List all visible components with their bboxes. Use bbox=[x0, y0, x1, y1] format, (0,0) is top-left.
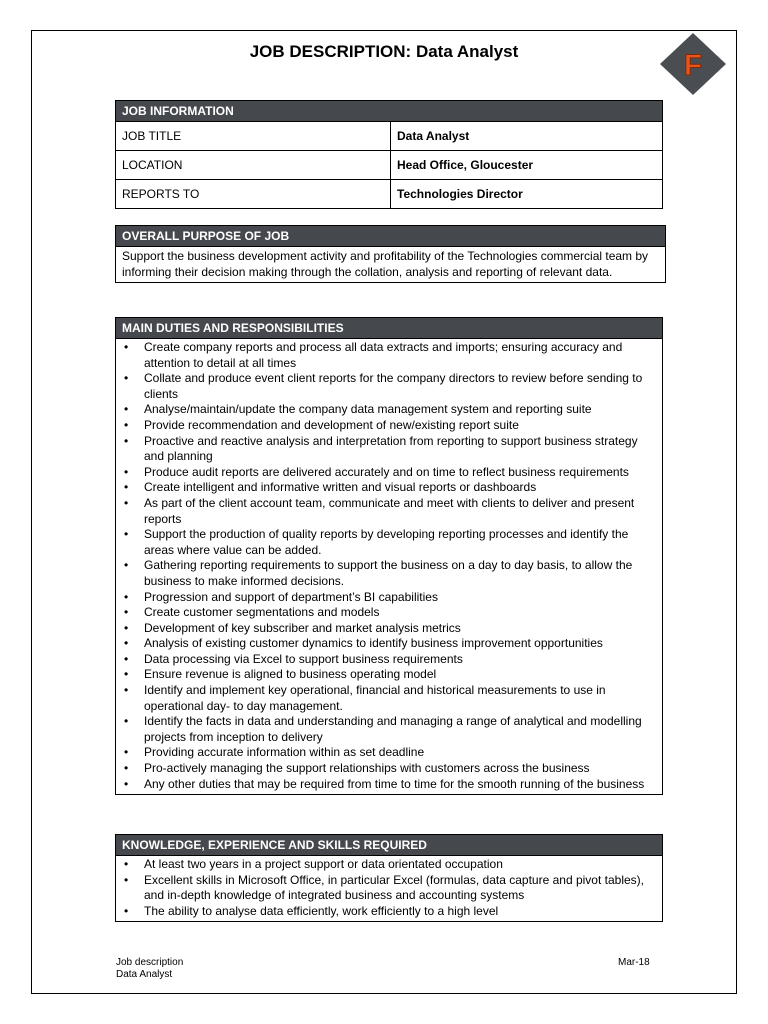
list-item: • Analyse/maintain/update the company data management system and reporting suite bbox=[122, 402, 656, 418]
list-item: • Collate and produce event client reports for the company directors to review before sending to clients bbox=[122, 371, 656, 402]
footer-left bbox=[116, 957, 183, 981]
footer-date: Mar-18 bbox=[618, 957, 650, 968]
table-row bbox=[116, 151, 662, 180]
list-item: • Support the production of quality reports by developing reporting processes and identify the areas where value can be added. bbox=[122, 527, 656, 558]
list-item: • As part of the client account team, communicate and meet with clients to deliver and present reports bbox=[122, 496, 656, 527]
reports-to-value: Technologies Director bbox=[391, 180, 663, 209]
list-item: • The ability to analyse data efficiently, work efficiently to a high level bbox=[122, 904, 656, 920]
job-information-section bbox=[115, 100, 663, 209]
list-item: • Create customer segmentations and models bbox=[122, 605, 656, 621]
knowledge-skills-list bbox=[116, 856, 662, 921]
list-item: • Progression and support of department’s BI capabilities bbox=[122, 590, 656, 606]
company-logo bbox=[654, 31, 732, 97]
logo-letter: F bbox=[683, 49, 703, 82]
job-information-header: JOB INFORMATION bbox=[116, 101, 662, 122]
list-item: • Excellent skills in Microsoft Office, in particular Excel (formulas, data capture and pivot tables), and in-depth knowledge of integrated business and accounting systems bbox=[122, 873, 656, 904]
list-item: • Development of key subscriber and market analysis metrics bbox=[122, 621, 656, 637]
table-row bbox=[116, 122, 662, 151]
job-title-label: JOB TITLE bbox=[116, 122, 391, 151]
location-value: Head Office, Gloucester bbox=[391, 151, 663, 180]
list-item: • Create intelligent and informative written and visual reports or dashboards bbox=[122, 480, 656, 496]
main-duties-header: MAIN DUTIES AND RESPONSIBILITIES bbox=[116, 318, 662, 339]
list-item: • Gathering reporting requirements to support the business on a day to day basis, to allow the business to make informed decisions. bbox=[122, 558, 656, 589]
list-item: • Identify and implement key operational, financial and historical measurements to use in operational day- to day management. bbox=[122, 683, 656, 714]
list-item: • Produce audit reports are delivered accurately and on time to reflect business requirements bbox=[122, 465, 656, 481]
list-item: • Providing accurate information within as set deadline bbox=[122, 745, 656, 761]
overall-purpose-text: Support the business development activity and profitability of the Technologies commercial team by informing their decision making through the collation, analysis and reporting of relevant data. bbox=[122, 249, 649, 279]
reports-to-label: REPORTS TO bbox=[116, 180, 391, 209]
location-label: LOCATION bbox=[116, 151, 391, 180]
knowledge-skills-section bbox=[115, 834, 663, 922]
table-row bbox=[116, 180, 662, 209]
list-item: • Ensure revenue is aligned to business operating model bbox=[122, 667, 656, 683]
list-item: • Data processing via Excel to support business requirements bbox=[122, 652, 656, 668]
overall-purpose-section bbox=[115, 225, 666, 283]
list-item: • At least two years in a project support or data orientated occupation bbox=[122, 857, 656, 873]
list-item: • Provide recommendation and development of new/existing report suite bbox=[122, 418, 656, 434]
list-item: • Analysis of existing customer dynamics to identify business improvement opportunities bbox=[122, 636, 656, 652]
list-item: • Identify the facts in data and understanding and managing a range of analytical and modelling projects from inception to delivery bbox=[122, 714, 656, 745]
job-title-value: Data Analyst bbox=[397, 129, 470, 143]
page-title: JOB DESCRIPTION: Data Analyst bbox=[249, 42, 519, 61]
list-item: • Pro-actively managing the support relationships with customers across the business bbox=[122, 761, 656, 777]
main-duties-list bbox=[116, 339, 662, 794]
list-item: • Proactive and reactive analysis and interpretation from reporting to support business strategy and planning bbox=[122, 434, 656, 465]
footer-doc-type: Job description bbox=[116, 957, 184, 968]
list-item: • Any other duties that may be required from time to time for the smooth running of the business bbox=[122, 777, 656, 793]
main-duties-section bbox=[115, 317, 663, 795]
footer-job-title: Data Analyst bbox=[116, 969, 173, 980]
overall-purpose-header: OVERALL PURPOSE OF JOB bbox=[116, 226, 665, 247]
list-item: • Create company reports and process all data extracts and imports; ensuring accuracy and attention to detail at all times bbox=[122, 340, 656, 371]
job-information-table bbox=[116, 122, 662, 208]
knowledge-skills-header: KNOWLEDGE, EXPERIENCE AND SKILLS REQUIRED bbox=[116, 835, 662, 856]
